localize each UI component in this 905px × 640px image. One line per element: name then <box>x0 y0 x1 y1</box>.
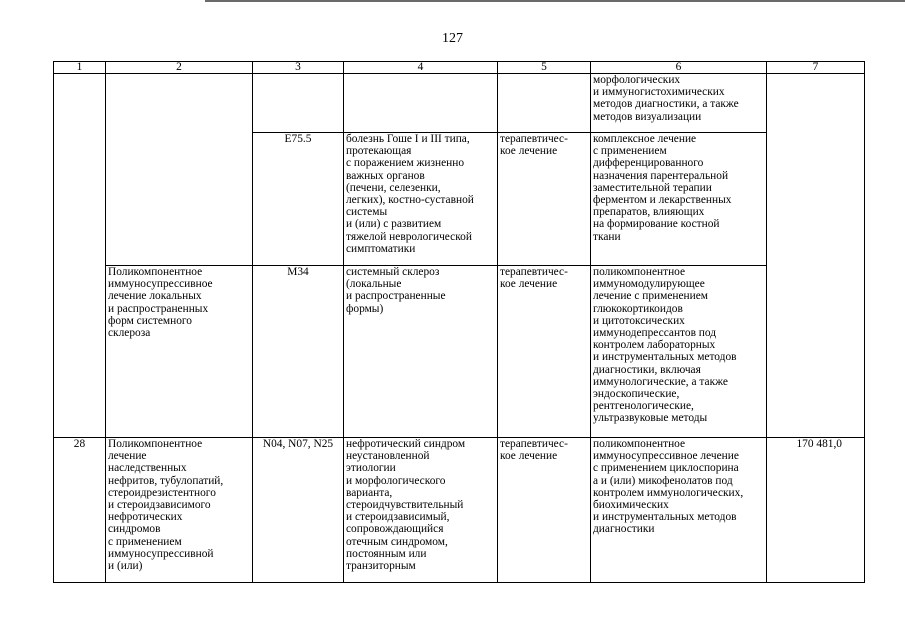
table-row <box>54 74 865 133</box>
cell-code <box>253 74 344 133</box>
services-table <box>53 61 865 583</box>
header-col-3: 3 <box>253 62 344 74</box>
cell-code: M34 <box>253 266 344 438</box>
cell-method: комплексное лечение с применением дифференцированного назначения парентеральной заместительной терапии ферментом и лекарственных препаратов, влияющих на формирование костной ткани <box>591 133 767 266</box>
header-col-1: 1 <box>54 62 106 74</box>
cell-cost: 170 481,0 <box>767 438 865 583</box>
header-col-4: 4 <box>344 62 498 74</box>
cell-disease <box>344 74 498 133</box>
cell-method: поликомпонентное иммуномодулирующее лечение с применением глюкокортикоидов и цитотоксических иммунодепрессантов под контролем лабораторных и инструментальных методов диагностики, включая иммунологические, а также эндоскопические, рентгенологические, ультразвуковые методы <box>591 266 767 438</box>
header-col-6: 6 <box>591 62 767 74</box>
cell-treatment: терапевтичес- кое лечение <box>498 133 591 266</box>
cell-method: поликомпонентное иммуносупрессивное лечение с применением циклоспорина а и (или) микофенолатов под контролем иммунологических, биохимических и инструментальных методов диагностики <box>591 438 767 583</box>
cell-treatment <box>498 74 591 133</box>
cell-method: морфологических и иммуногистохимических методов диагностики, а также методов визуализации <box>591 74 767 133</box>
cell-name: Поликомпонентное иммуносупрессивное лечение локальных и распространенных форм системного склероза <box>106 266 253 438</box>
table-row <box>54 438 865 583</box>
header-col-7: 7 <box>767 62 865 74</box>
cell-treatment: терапевтичес- кое лечение <box>498 438 591 583</box>
page-number: 127 <box>442 31 463 46</box>
cell-name <box>106 74 253 266</box>
cell-disease: болезнь Гоше I и III типа, протекающая с поражением жизненно важных органов (печени, селезенки, легких), костно-суставной системы и (или) с развитием тяжелой неврологической симптоматики <box>344 133 498 266</box>
header-col-2: 2 <box>106 62 253 74</box>
cell-disease: нефротический синдром неустановленной этиологии и морфологического варианта, стероидчувствительный и стероидзависимый, сопровождающийся отечным синдромом, постоянным или транзиторным <box>344 438 498 583</box>
cell-code: E75.5 <box>253 133 344 266</box>
cell-disease: системный склероз (локальные и распространенные формы) <box>344 266 498 438</box>
cell-name: Поликомпонентное лечение наследственных нефритов, тубулопатий, стероидрезистентного и стероидзависимого нефротических синдромов с применением иммуносупрессивной и (или) <box>106 438 253 583</box>
cell-number <box>54 74 106 438</box>
table-row <box>54 266 865 438</box>
header-row <box>54 62 865 74</box>
cell-code: N04, N07, N25 <box>253 438 344 583</box>
cell-cost <box>767 74 865 438</box>
top-border-line <box>205 0 905 2</box>
cell-treatment: терапевтичес- кое лечение <box>498 266 591 438</box>
header-col-5: 5 <box>498 62 591 74</box>
cell-number: 28 <box>54 438 106 583</box>
